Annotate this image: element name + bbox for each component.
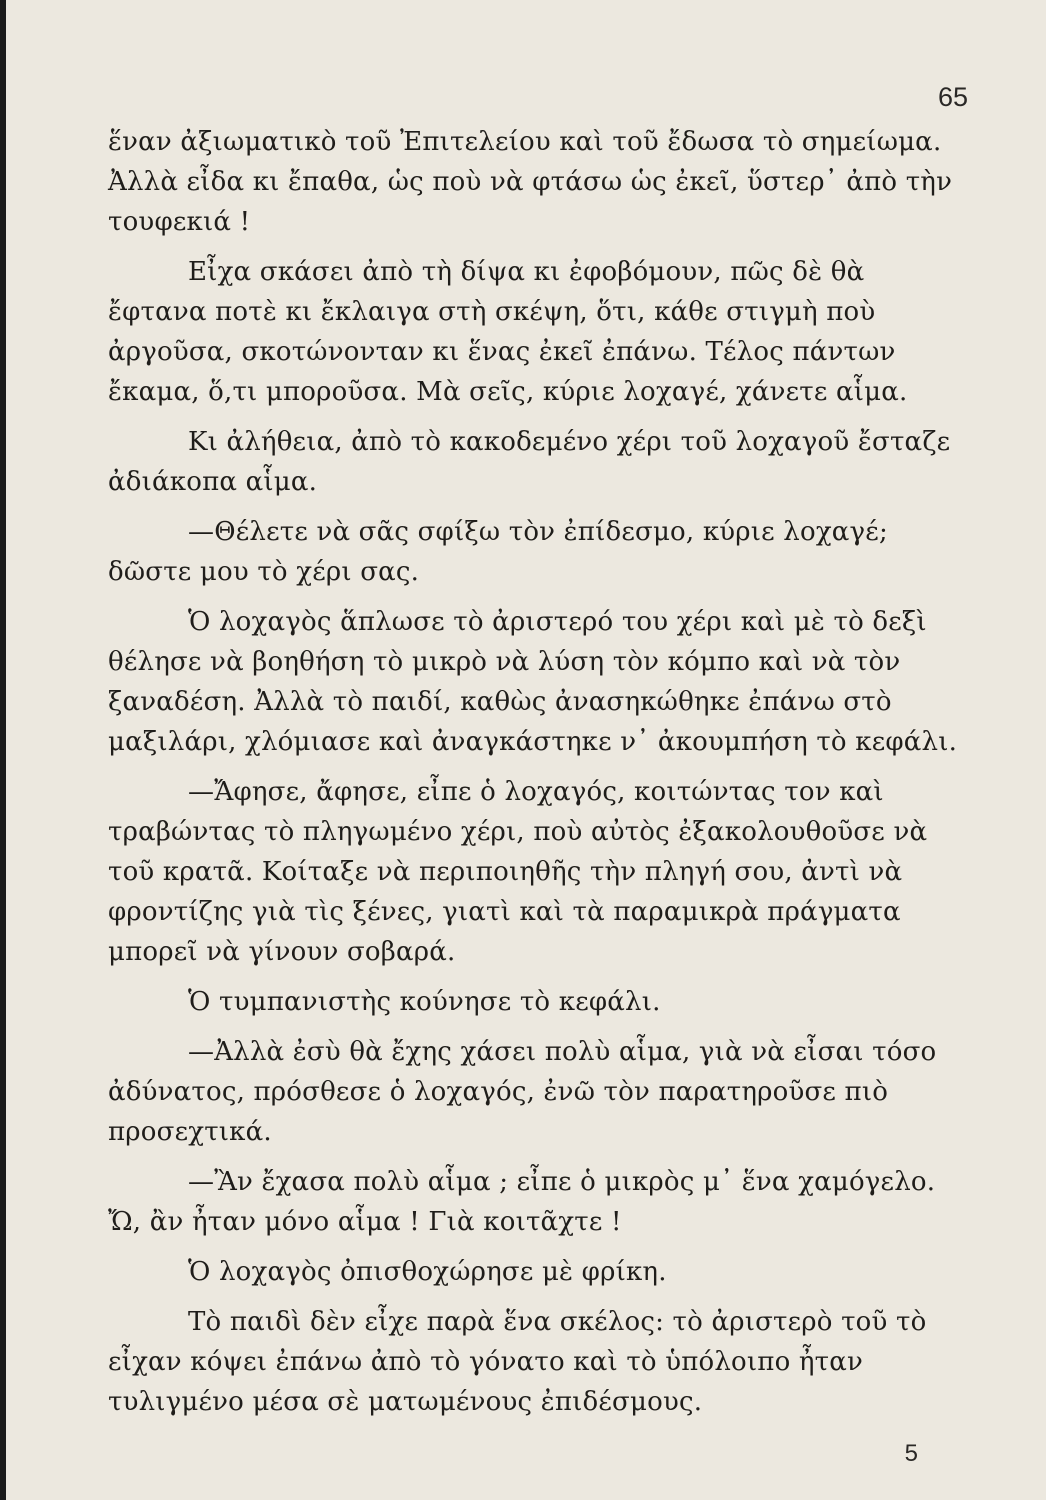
paragraph-1: ἕναν ἀξιωματικὸ τοῦ Ἐπιτελείου καὶ τοῦ ἔδωσα τὸ σημείωμα. Ἀλλὰ εἶδα κι ἔπαθα, ὡς ποὺ νὰ φτάσω ὡς ἐκεῖ, ὕστερ᾽ ἀπὸ τὴν τουφεκιά !: [108, 127, 953, 237]
paragraph-11: Τὸ παιδὶ δὲν εἶχε παρὰ ἕνα σκέλος: τὸ ἀριστερὸ τοῦ τὸ εἶχαν κόψει ἐπάνω ἀπὸ τὸ γόνατο καὶ τὸ ὑπόλοιπο ἦταν τυλιγμένο μέσα σὲ ματωμένους ἐπιδέσμους.: [108, 1307, 927, 1417]
paragraph-6: —Ἄφησε, ἄφησε, εἶπε ὁ λοχαγός, κοιτώντας τον καὶ τραβώντας τὸ πληγωμένο χέρι, ποὺ αὐτὸς ἐξακολουθοῦσε νὰ τοῦ κρατᾶ. Κοίταξε νὰ περιποιηθῆς τὴν πληγή σου, ἀντὶ νὰ φροντίζης γιὰ τὶς ξένες, γιατὶ καὶ τὰ παραμικρὰ πράγματα μπορεῖ νὰ γίνουν σοβαρά.: [108, 777, 928, 967]
paragraph-9: —Ἂν ἔχασα πολὺ αἷμα ; εἶπε ὁ μικρὸς μ᾽ ἕνα χαμόγελο. Ὤ, ἂν ἦταν μόνο αἷμα ! Γιὰ κοιτᾶχτε !: [108, 1167, 936, 1237]
text-body: [108, 122, 966, 1422]
page-edge: [0, 0, 6, 1500]
paragraph-7: Ὁ τυμπανιστὴς κούνησε τὸ κεφάλι.: [188, 987, 661, 1017]
paragraph-3: Κι ἀλήθεια, ἀπὸ τὸ κακοδεμένο χέρι τοῦ λοχαγοῦ ἔσταζε ἀδιάκοπα αἷμα.: [108, 427, 951, 497]
paragraph-8: —Ἀλλὰ ἐσὺ θὰ ἔχης χάσει πολὺ αἷμα, γιὰ νὰ εἶσαι τόσο ἀδύνατος, πρόσθεσε ὁ λοχαγός, ἐνῶ τὸν παρατηροῦσε πιὸ προσεχτικά.: [108, 1037, 937, 1147]
paragraph-4: —Θέλετε νὰ σᾶς σφίξω τὸν ἐπίδεσμο, κύριε λοχαγέ; δῶστε μου τὸ χέρι σας.: [108, 517, 888, 587]
paragraph-5: Ὁ λοχαγὸς ἅπλωσε τὸ ἀριστερό του χέρι καὶ μὲ τὸ δεξὶ θέλησε νὰ βοηθήση τὸ μικρὸ νὰ λύση τὸν κόμπο καὶ νὰ τὸν ξαναδέση. Ἀλλὰ τὸ παιδί, καθὼς ἀνασηκώθηκε ἐπάνω στὸ μαξιλάρι, χλόμιασε καὶ ἀναγκάστηκε ν᾽ ἀκουμπήση τὸ κεφάλι.: [108, 607, 958, 757]
paragraph-10: Ὁ λοχαγὸς ὀπισθοχώρησε μὲ φρίκη.: [188, 1257, 667, 1287]
paragraph-2: Εἶχα σκάσει ἀπὸ τὴ δίψα κι ἐφοβόμουν, πῶς δὲ θὰ ἔφτανα ποτὲ κι ἔκλαιγα στὴ σκέψη, ὅτι, κάθε στιγμὴ ποὺ ἀργοῦσα, σκοτώνονταν κι ἕνας ἐκεῖ ἐπάνω. Τέλος πάντων ἔκαμα, ὅ,τι μποροῦσα. Μὰ σεῖς, κύριε λοχαγέ, χάνετε αἷμα.: [108, 257, 908, 407]
signature-mark: 5: [904, 1440, 918, 1467]
page-number: 65: [937, 82, 968, 112]
